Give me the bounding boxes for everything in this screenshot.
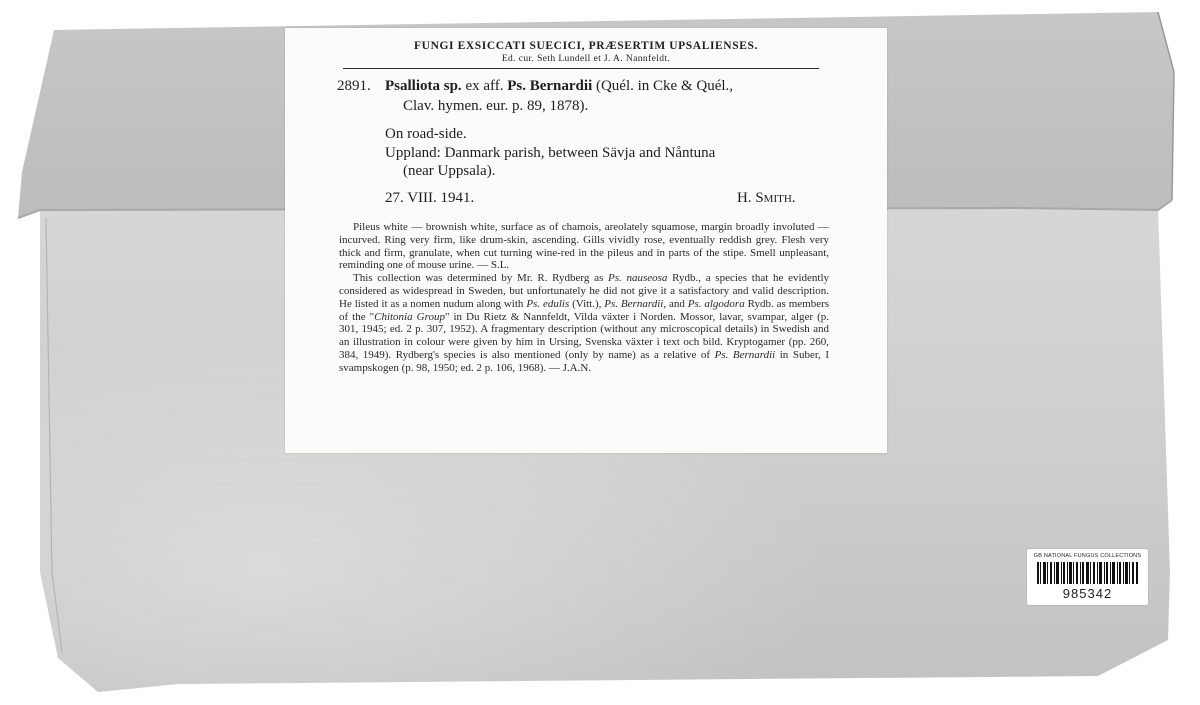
note-text: This collection was determined by Mr. R. Rydberg as <box>353 272 608 285</box>
note-taxon: Ps. Bernardii <box>604 297 664 310</box>
barcode-bars <box>1037 562 1138 584</box>
ex-aff: ex aff. <box>465 78 504 94</box>
authority-line1: (Quél. in Cke & Quél., <box>595 78 734 94</box>
description-paragraph: Pileus white — brownish white, surface as of chamois, areolately squamose, margin broadly involuted — incurved. Ring very firm, like drum-skin, ascending. Gills vividly rose, eventually reddish grey. Flesh very thick and firm, granulate, when cut turning wine-red in the pileus and in parts of the stipe. Smell unpleasant, reminding one of mouse urine. — S.L. <box>339 221 829 272</box>
compare-name: Ps. Bernardii <box>507 78 593 94</box>
series-editors: Ed. cur. Seth Lundell et J. A. Nannfeldt. <box>501 54 671 64</box>
note-text: in Suber, I svampskogen (p. 98, 1950; ed. 2 p. 106, 1968). — J.A.N. <box>339 348 829 374</box>
barcode-number: 985342 <box>1062 586 1113 601</box>
note-text: (Vitt.), <box>569 297 605 310</box>
note-taxon: Ps. algodora <box>687 297 745 310</box>
habitat: On road-side. <box>385 126 467 142</box>
note-taxon: Ps. edulis <box>526 297 570 310</box>
note-taxon: Ps. Bernardii <box>714 348 776 361</box>
note-text: Rydb., a species that he evidently considered as widespread in Sweden, but unfortunately he did not give it a satisfactory and valid description. He listed it as a nomen nudum along with <box>339 272 829 310</box>
exsiccata-label <box>285 28 887 453</box>
genus-species: Psalliota sp. <box>385 78 462 94</box>
locality-line2: (near Uppsala). <box>403 163 496 179</box>
note-taxon: Chitonia Group <box>374 310 445 323</box>
authority-line2: Clav. hymen. eur. p. 89, 1878). <box>403 98 589 114</box>
label-notes <box>339 221 829 375</box>
collection-date: 27. VIII. 1941. <box>385 190 475 206</box>
note-text: Rydb. as members of the " <box>339 297 830 323</box>
note-text: , and <box>663 297 688 310</box>
taxon-name <box>385 78 733 95</box>
barcode-organization: GB NATIONAL FUNGUS COLLECTIONS <box>1033 553 1142 559</box>
barcode-label <box>1027 549 1148 605</box>
taxonomy-paragraph <box>339 272 829 374</box>
locality-line1: Uppland: Danmark parish, between Sävja and Nåntuna <box>385 145 716 161</box>
note-taxon: Ps. nauseosa <box>607 272 668 285</box>
header-rule <box>343 68 819 69</box>
series-title: FUNGI EXSICCATI SUECICI, PRÆSERTIM UPSALIENSES. <box>414 40 758 52</box>
specimen-number: 2891. <box>337 78 371 94</box>
collector: H. Smith. <box>737 190 796 206</box>
note-text: " in Du Rietz & Nannfeldt, Vilda växter i Norden. Mossor, lavar, svampar, alger (p. 301, 1945; ed. 2 p. 307, 1952). A fragmentary description (without any microscopical details) in Swedish and an illustration in colour were given by him in Ursing, Svenska växter i text och bild. Kryptogamer (pp. 260, 384, 1949). Rydberg's species is also mentioned (only by name) as a relative of <box>339 310 830 361</box>
